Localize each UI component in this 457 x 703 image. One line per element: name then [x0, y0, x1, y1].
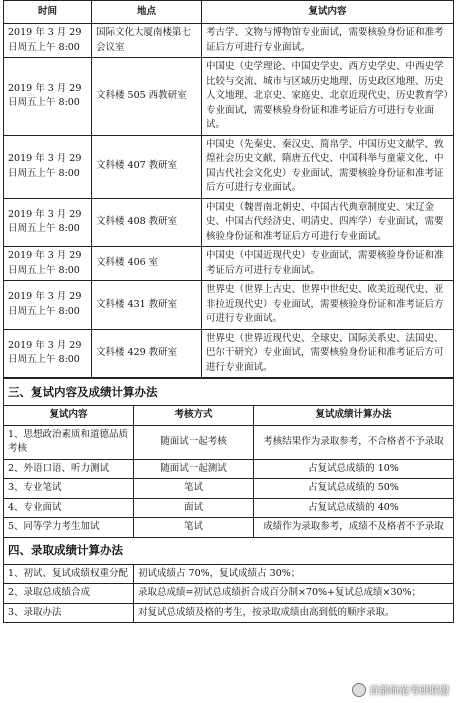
header-content: 复试内容: [202, 1, 454, 24]
cell-calc: 成绩作为录取参考，成绩不及格者不予录取: [254, 518, 454, 538]
header-item: 复试内容: [4, 406, 134, 426]
cell-item: 3、专业笔试: [4, 479, 134, 499]
cell-method: 笔试: [134, 518, 254, 538]
exam-schedule-table: [3, 0, 454, 378]
section3-title: 三、复试内容及成绩计算办法: [4, 379, 454, 406]
table-row: [4, 24, 454, 58]
cell-calc: 考核结果作为录取参考，不合格者不予录取: [254, 425, 454, 459]
cell-place: 文科楼 429 教研室: [92, 329, 202, 378]
cell-place: 文科楼 505 西教研室: [92, 58, 202, 136]
cell-method: 随面试一起考核: [134, 425, 254, 459]
header-method: 考核方式: [134, 406, 254, 426]
cell-desc: 对复试总成绩及格的考生，按录取成绩由高到低的顺序录取。: [134, 603, 454, 623]
table-row: [4, 564, 454, 584]
cell-calc: 占复试总成绩的 50%: [254, 479, 454, 499]
cell-calc: 占复试总成绩的 40%: [254, 498, 454, 518]
table-row: [4, 247, 454, 281]
cell-time: 2019 年 3 月 29 日周五上午 8:00: [4, 24, 92, 58]
cell-place: 文科楼 431 教研室: [92, 281, 202, 330]
table-row: [4, 425, 454, 459]
cell-item: 3、录取办法: [4, 603, 134, 623]
section4-title: 四、录取成绩计算办法: [4, 537, 454, 564]
section-heading-row: [4, 537, 454, 564]
table-row: [4, 198, 454, 247]
header-place: 地点: [92, 1, 202, 24]
cell-time: 2019 年 3 月 29 日周五上午 8:00: [4, 247, 92, 281]
cell-item: 1、思想政治素质和道德品质考核: [4, 425, 134, 459]
table-row: [4, 498, 454, 518]
cell-content: 中国史（先秦史、秦汉史、简帛学、中国历史文献学、敦煌社会历史文献、隋唐五代史、中国科举与童蒙文化、中国古代社会文化史）专业面试，需要核验身份证和准考证后方可进行专业面试。: [202, 135, 454, 198]
table-row: [4, 479, 454, 499]
cell-method: 随面试一起测试: [134, 459, 254, 479]
section-heading-row: [4, 379, 454, 406]
cell-item: 2、外语口语、听力测试: [4, 459, 134, 479]
cell-content: 中国史（魏晋南北朝史、中国古代典章制度史、宋辽金史、中国古代经济史、明清史、四库学）专业面试，需要核验身份证和准考证后方可进行专业面试。: [202, 198, 454, 247]
cell-item: 2、录取总成绩合成: [4, 584, 134, 604]
cell-item: 5、同等学力考生加试: [4, 518, 134, 538]
watermark-text: 首都师范考研联盟: [369, 686, 449, 697]
table-row: [4, 281, 454, 330]
header-calc: 复试成绩计算办法: [254, 406, 454, 426]
cell-desc: 录取总成绩=初试总成绩折合成百分制×70%+复试总成绩×30%；: [134, 584, 454, 604]
cell-content: 中国史（史学理论、中国史学史、西方史学史、中西史学比较与交流、城市与区域历史地理、历史政区地理、历史人文地理、北京史、家庭史、北京近现代史、历史教育学）专业面试，需要核验身份证和准考证后方可进行专业面试。: [202, 58, 454, 136]
cell-time: 2019 年 3 月 29 日周五上午 8:00: [4, 198, 92, 247]
table-header-row: [4, 406, 454, 426]
cell-content: 世界史（世界上古史、世界中世纪史、欧美近现代史、亚非拉近现代史）专业面试，需要核验身份证和准考证后方可进行专业面试。: [202, 281, 454, 330]
table-row: [4, 329, 454, 378]
cell-method: 面试: [134, 498, 254, 518]
cell-item: 1、初试、复试成绩权重分配: [4, 564, 134, 584]
cell-content: 考古学、文物与博物馆专业面试，需要核验身份证和准考证后方可进行专业面试。: [202, 24, 454, 58]
cell-item: 4、专业面试: [4, 498, 134, 518]
table-row: [4, 459, 454, 479]
header-time: 时间: [4, 1, 92, 24]
table-header-row: [4, 1, 454, 24]
cell-desc: 初试成绩占 70%，复试成绩占 30%；: [134, 564, 454, 584]
scoring-table: [3, 378, 454, 623]
cell-place: 文科楼 407 教研室: [92, 135, 202, 198]
cell-calc: 占复试总成绩的 10%: [254, 459, 454, 479]
cell-place: 国际文化大厦南楼第七会议室: [92, 24, 202, 58]
cell-time: 2019 年 3 月 29 日周五上午 8:00: [4, 58, 92, 136]
cell-place: 文科楼 406 室: [92, 247, 202, 281]
cell-content: 中国史（中国近现代史）专业面试，需要核验身份证和准考证后方可进行专业面试。: [202, 247, 454, 281]
cell-time: 2019 年 3 月 29 日周五上午 8:00: [4, 281, 92, 330]
cell-content: 世界史（世界近现代史、全球史、国际关系史、法国史、巴尔干研究）专业面试，需要核验身份证和准考证后方可进行专业面试。: [202, 329, 454, 378]
table-row: [4, 518, 454, 538]
wechat-avatar-icon: [352, 683, 366, 697]
cell-place: 文科楼 408 教研室: [92, 198, 202, 247]
table-row: [4, 58, 454, 136]
table-row: [4, 603, 454, 623]
cell-method: 笔试: [134, 479, 254, 499]
cell-time: 2019 年 3 月 29 日周五上午 8:00: [4, 329, 92, 378]
cell-time: 2019 年 3 月 29 日周五上午 8:00: [4, 135, 92, 198]
table-row: [4, 135, 454, 198]
watermark: [352, 682, 449, 697]
table-row: [4, 584, 454, 604]
